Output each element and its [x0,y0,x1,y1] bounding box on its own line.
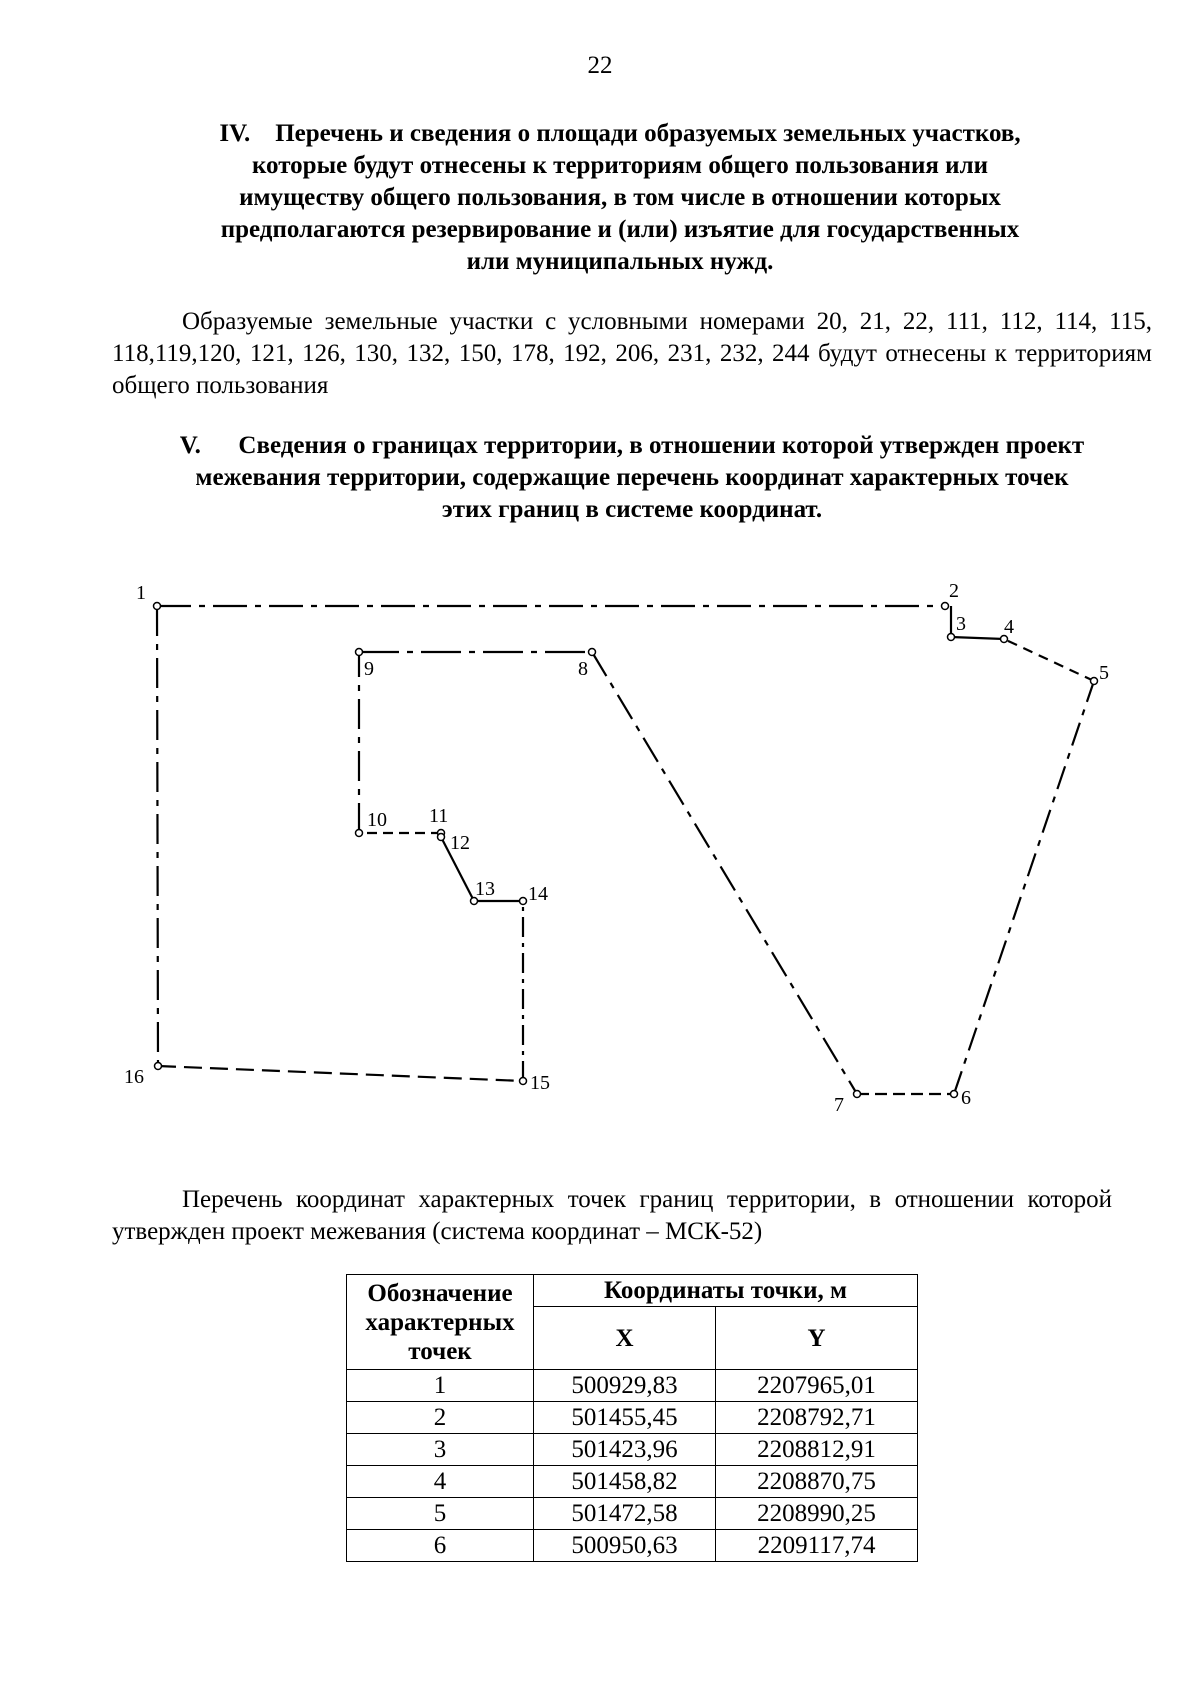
boundary-point-marker [951,1091,958,1098]
boundary-point-marker [356,649,363,656]
point-cell: 4 [347,1466,534,1498]
boundary-point-marker [520,1078,527,1085]
boundary-point-marker [1091,678,1098,685]
table-row [347,1498,918,1530]
point-label: 9 [364,658,374,680]
point-label: 12 [450,832,470,854]
point-label: 14 [528,883,548,905]
boundary-point-marker [948,634,955,641]
boundary-point-marker [356,830,363,837]
point-label: 11 [429,805,449,827]
point-label: 8 [578,658,588,680]
boundary-point-marker [438,834,445,841]
table-row [347,1434,918,1466]
boundary-point-marker [854,1091,861,1098]
point-label: 13 [475,878,495,900]
section-4-title-line: которые будут отнесены к территориям общего пользования или [251,152,989,179]
point-label: 2 [949,580,959,602]
column-header-point: Обозначение характерных точек [347,1275,534,1370]
point-label: 3 [956,613,966,635]
section-5-title-line: V. Сведения о границах территории, в отношении которой утвержден проект [112,430,1152,462]
boundary-point-marker [942,603,949,610]
point-label: 5 [1099,662,1109,684]
boundary-point-marker [154,603,161,610]
section-4-title-line: имуществу общего пользования, в том числе в отношении которых [239,184,1001,211]
boundary-segment [158,1066,523,1081]
column-header-y: Y [716,1307,918,1370]
x-cell: 501423,96 [534,1434,716,1466]
section-5-heading [112,430,1152,526]
section-4-title-line: или муниципальных нужд. [466,248,774,275]
column-header-x: X [534,1307,716,1370]
point-cell: 5 [347,1498,534,1530]
boundary-segment [954,681,1094,1094]
section-5-title-line: этих границ в системе координат. [441,496,823,523]
y-cell: 2209117,74 [716,1530,918,1562]
boundary-point-marker [155,1063,162,1070]
section-4-title-line: IV. Перечень и сведения о площади образуемых земельных участков, [150,118,1090,150]
point-label: 10 [367,809,387,831]
table-header-row [347,1275,918,1307]
x-cell: 501472,58 [534,1498,716,1530]
point-cell: 3 [347,1434,534,1466]
point-cell: 1 [347,1370,534,1402]
y-cell: 2207965,01 [716,1370,918,1402]
boundary-point-marker [520,898,527,905]
boundary-segment [157,606,158,1066]
boundary-segment [592,652,857,1094]
point-label: 15 [530,1072,550,1094]
x-cell: 501458,82 [534,1466,716,1498]
table-row [347,1530,918,1562]
section-4-number: IV. [219,120,251,147]
point-label: 1 [136,582,146,604]
x-cell: 500929,83 [534,1370,716,1402]
boundary-diagram [0,560,1200,1120]
y-cell: 2208870,75 [716,1466,918,1498]
coordinates-table [346,1274,918,1562]
boundary-point-marker [589,649,596,656]
table-row [347,1466,918,1498]
y-cell: 2208812,91 [716,1434,918,1466]
boundary-segment [951,637,1004,639]
x-cell: 501455,45 [534,1402,716,1434]
boundary-segment [1004,639,1094,681]
point-cell: 2 [347,1402,534,1434]
page-number: 22 [587,52,613,79]
table-caption: Перечень координат характерных точек границ территории, в отношении которой утвержден проект межевания (система координат – МСК-52) [112,1186,1112,1245]
y-cell: 2208792,71 [716,1402,918,1434]
section-4-paragraph: Образуемые земельные участки с условными номерами 20, 21, 22, 111, 112, 114, 115, 118,119,120, 121, 126, 130, 132, 150, 178, 192, 206, 231, 232, 244 будут отнесены к территориям общего пользования [112,308,1152,399]
column-header-coordinates: Координаты точки, м [534,1275,918,1307]
section-4-title-line: предполагаются резервирование и (или) изъятие для государственных [220,216,1020,243]
point-label: 6 [961,1087,971,1109]
point-label: 4 [1004,616,1014,638]
section-5-number: V. [179,432,201,459]
section-5-title-line: межевания территории, содержащие перечень координат характерных точек [195,464,1069,491]
table-row [347,1370,918,1402]
section-4-heading [150,118,1090,278]
x-cell: 500950,63 [534,1530,716,1562]
point-label: 16 [124,1066,144,1088]
point-cell: 6 [347,1530,534,1562]
point-label: 7 [834,1094,844,1116]
table-row [347,1402,918,1434]
y-cell: 2208990,25 [716,1498,918,1530]
